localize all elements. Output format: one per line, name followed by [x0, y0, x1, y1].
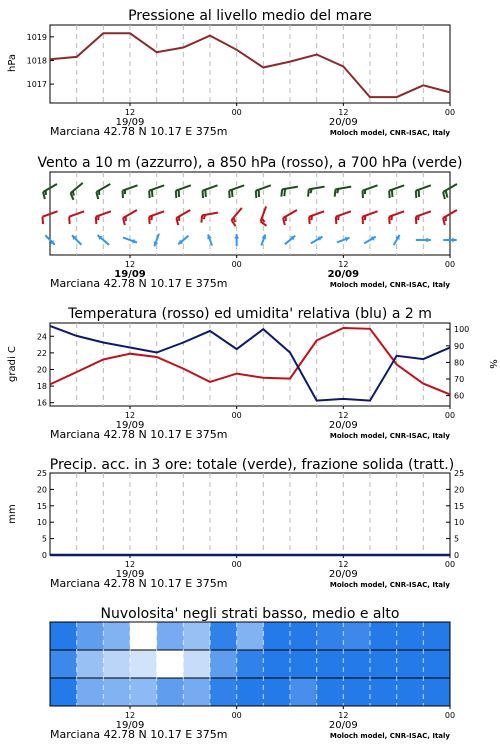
- cloud-cell: [423, 622, 450, 650]
- x-tick-label: 12: [338, 260, 348, 269]
- x-tick-label: 12: [125, 260, 135, 269]
- cloud-cell: [397, 650, 424, 678]
- cloud-cell: [130, 678, 157, 706]
- location-label: Marciana 42.78 N 10.17 E 375m: [50, 428, 227, 441]
- cloud-cell: [263, 622, 290, 650]
- cloud-cell: [130, 622, 157, 650]
- cloud-cell: [343, 678, 370, 706]
- cloud-cell: [317, 678, 344, 706]
- rh-ylabel: %: [487, 359, 498, 369]
- cloud-cell: [77, 678, 104, 706]
- y-tick-label: 25: [454, 469, 464, 478]
- x-tick-label: 00: [445, 260, 455, 269]
- date-label: 20/09: [329, 720, 358, 731]
- x-tick-label: 00: [445, 560, 455, 569]
- clouds-title: Nuvolosita' negli strati basso, medio e alto: [101, 606, 400, 622]
- x-tick-label: 12: [125, 711, 135, 720]
- cloud-cell: [157, 678, 184, 706]
- date-label: 19/09: [114, 269, 146, 280]
- y-tick-label: 25: [37, 469, 47, 478]
- cloud-cell: [317, 622, 344, 650]
- cloud-cell: [317, 650, 344, 678]
- cloud-cell: [103, 650, 130, 678]
- temp-rh-title: Temperatura (rosso) ed umidita' relativa (blu) a 2 m: [67, 306, 432, 322]
- cloud-cell: [50, 650, 77, 678]
- cloud-cell: [210, 650, 237, 678]
- y-tick-label: 16: [37, 399, 47, 408]
- y-tick-label: 10: [454, 518, 464, 527]
- y-tick-label: 70: [454, 375, 464, 384]
- y-tick-label: 60: [454, 392, 464, 401]
- cloud-cell: [157, 650, 184, 678]
- location-label: Marciana 42.78 N 10.17 E 375m: [50, 728, 227, 741]
- x-tick-label: 12: [338, 560, 348, 569]
- location-label: Marciana 42.78 N 10.17 E 375m: [50, 277, 227, 290]
- cloud-cell: [130, 650, 157, 678]
- credit-label: Moloch model, CNR-ISAC, Italy: [330, 281, 451, 289]
- y-tick-label: 22: [37, 349, 47, 358]
- y-tick-label: 100: [454, 325, 469, 334]
- cloud-cell: [157, 622, 184, 650]
- cloud-cell: [183, 650, 210, 678]
- x-tick-label: 12: [338, 108, 348, 117]
- wind-title: Vento a 10 m (azzurro), a 850 hPa (rosso), a 700 hPa (verde): [37, 155, 462, 171]
- cloud-cell: [370, 678, 397, 706]
- date-label: 19/09: [116, 569, 145, 580]
- cloud-cell: [290, 678, 317, 706]
- y-tick-label: 18: [37, 382, 47, 391]
- x-tick-label: 00: [445, 108, 455, 117]
- credit-label: Moloch model, CNR-ISAC, Italy: [330, 581, 451, 589]
- cloud-cell: [343, 650, 370, 678]
- y-tick-label: 1018: [27, 56, 47, 65]
- x-tick-label: 00: [232, 560, 242, 569]
- cloud-cell: [77, 650, 104, 678]
- cloud-cell: [237, 678, 264, 706]
- y-tick-label: 1017: [27, 80, 47, 89]
- y-tick-label: 15: [454, 502, 464, 511]
- cloud-cell: [237, 650, 264, 678]
- x-tick-label: 12: [125, 108, 135, 117]
- y-tick-label: 20: [37, 485, 47, 494]
- date-label: 20/09: [329, 420, 358, 431]
- x-tick-label: 12: [338, 711, 348, 720]
- cloud-cell: [370, 622, 397, 650]
- y-tick-label: 0: [42, 551, 47, 560]
- cloud-cell: [103, 678, 130, 706]
- cloud-cell: [237, 622, 264, 650]
- x-tick-label: 00: [445, 411, 455, 420]
- precip-ylabel: mm: [7, 504, 18, 523]
- cloud-cell: [50, 678, 77, 706]
- y-tick-label: 20: [454, 485, 464, 494]
- y-tick-label: 1019: [27, 33, 47, 42]
- pressure-title: Pressione al livello medio del mare: [128, 8, 372, 24]
- x-tick-label: 12: [338, 411, 348, 420]
- date-label: 20/09: [328, 269, 360, 280]
- x-tick-label: 12: [125, 560, 135, 569]
- cloud-cell: [423, 678, 450, 706]
- cloud-cell: [103, 622, 130, 650]
- cloud-cell: [423, 650, 450, 678]
- cloud-cell: [77, 622, 104, 650]
- y-tick-label: 5: [42, 535, 47, 544]
- cloud-cell: [290, 650, 317, 678]
- temp-ylabel: gradi C: [7, 346, 18, 382]
- cloud-cell: [210, 678, 237, 706]
- location-label: Marciana 42.78 N 10.17 E 375m: [50, 125, 227, 138]
- y-tick-label: 5: [454, 535, 459, 544]
- x-tick-label: 00: [232, 260, 242, 269]
- date-label: 20/09: [329, 569, 358, 580]
- y-tick-label: 15: [37, 502, 47, 511]
- date-label: 19/09: [116, 117, 145, 128]
- credit-label: Moloch model, CNR-ISAC, Italy: [330, 129, 451, 137]
- x-tick-label: 00: [232, 411, 242, 420]
- cloud-cell: [343, 622, 370, 650]
- cloud-cell: [290, 622, 317, 650]
- x-tick-label: 00: [445, 711, 455, 720]
- credit-label: Moloch model, CNR-ISAC, Italy: [330, 432, 451, 440]
- date-label: 20/09: [329, 117, 358, 128]
- y-tick-label: 20: [37, 365, 47, 374]
- date-label: 19/09: [116, 420, 145, 431]
- cloud-cell: [50, 622, 77, 650]
- cloud-cell: [210, 622, 237, 650]
- location-label: Marciana 42.78 N 10.17 E 375m: [50, 577, 227, 590]
- cloud-cell: [263, 650, 290, 678]
- cloud-cell: [370, 650, 397, 678]
- x-tick-label: 00: [232, 108, 242, 117]
- cloud-cell: [183, 622, 210, 650]
- y-tick-label: 80: [454, 358, 464, 367]
- date-label: 19/09: [116, 720, 145, 731]
- cloud-cell: [397, 622, 424, 650]
- cloud-cell: [183, 678, 210, 706]
- cloud-cell: [397, 678, 424, 706]
- x-tick-label: 12: [125, 411, 135, 420]
- pressure-ylabel: hPa: [7, 54, 18, 72]
- y-tick-label: 10: [37, 518, 47, 527]
- y-tick-label: 24: [37, 332, 47, 341]
- credit-label: Moloch model, CNR-ISAC, Italy: [330, 732, 451, 740]
- y-tick-label: 0: [454, 551, 459, 560]
- cloud-cell: [263, 678, 290, 706]
- precip-title: Precip. acc. in 3 ore: totale (verde), frazione solida (tratt.): [50, 457, 454, 473]
- y-tick-label: 90: [454, 342, 464, 351]
- x-tick-label: 00: [232, 711, 242, 720]
